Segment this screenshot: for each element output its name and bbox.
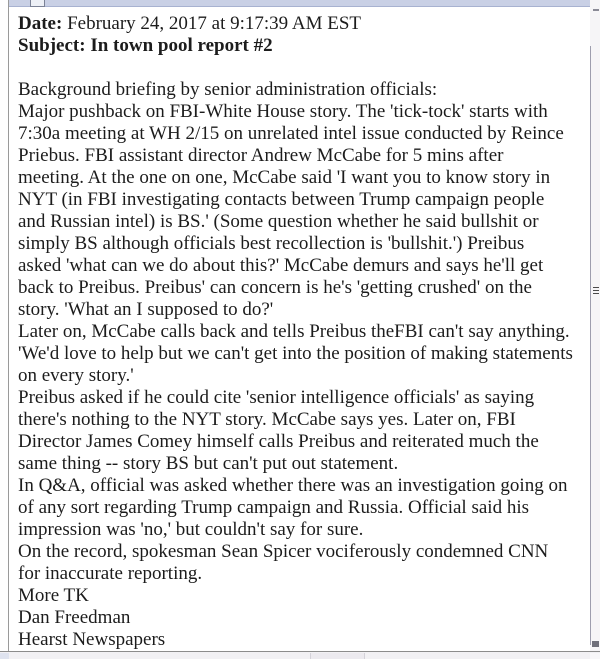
subject-value: In town pool report #2 [85,35,273,56]
scrollbar-grip-icon[interactable] [593,287,599,298]
body-line: and Russian intel) is BS.' (Some question whether he said bullshit or [18,211,539,232]
body-line: 7:30a meeting at WH 2/15 on unrelated intel issue conducted by Reince [18,123,564,144]
subject-row [18,35,592,57]
body-line: impression was 'no,' but couldn't say for sure. [18,519,364,540]
body-line: Preibus asked if he could cite 'senior intelligence officials' as saying [18,387,535,408]
toolbar-edge [9,0,597,7]
body-line: back to Preibus. Preibus' can concern is he's 'getting crushed' on the [18,277,532,298]
body-line: simply BS although officials best recollection is 'bullshit.') Preibus [18,233,525,254]
body-line: In Q&A, official was asked whether there was an investigation going on [18,475,568,496]
subject-label: Subject: [18,35,86,56]
body-line: on every story.' [18,365,134,386]
body-line: On the record, spokesman Sean Spicer vociferously condemned CNN [18,541,549,562]
body-line: of any sort regarding Trump campaign and Russia. Official said his [18,497,529,518]
email-content [9,7,592,652]
partial-checkbox[interactable] [30,0,45,7]
body-line: Dan Freedman [18,607,131,628]
date-row [18,13,592,35]
vertical-scrollbar[interactable] [590,0,600,652]
vertical-scroll-track-edge [590,46,591,645]
scroll-down-arrow-partial-icon[interactable] [592,641,599,647]
scrollbar-right-corner [590,653,600,659]
body-line: More TK [18,585,89,606]
date-label: Date: [18,13,63,34]
horizontal-scrollbar[interactable] [0,651,600,659]
body-line: story. 'What an I supposed to do?' [18,299,274,320]
horizontal-scroll-thumb[interactable] [310,653,365,659]
body-line: 'We'd love to help but we can't get into the position of making statements [18,343,573,364]
body-line: Background briefing by senior administration officials: [18,79,438,100]
email-body [18,79,592,651]
body-line: Hearst Newspapers [18,629,166,650]
scrollbar-left-corner [0,653,9,659]
body-line: there's nothing to the NYT story. McCabe says yes. Later on, FBI [18,409,516,430]
body-line: Later on, McCabe calls back and tells Preibus theFBI can't say anything. [18,321,570,342]
body-line: NYT (in FBI investigating contacts between Trump campaign people [18,189,545,210]
body-line: Priebus. FBI assistant director Andrew McCabe for 5 mins after [18,145,504,166]
body-line: Director James Comey himself calls Preibus and reiterated much the [18,431,539,452]
body-line: Major pushback on FBI-White House story. The 'tick-tock' starts with [18,101,548,122]
body-line: for inaccurate reporting. [18,563,203,584]
body-line: asked 'what can we do about this?' McCabe demurs and says he'll get [18,255,544,276]
body-line: same thing -- story BS but can't put out statement. [18,453,399,474]
body-line: meeting. At the one on one, McCabe said 'I want you to know story in [18,167,551,188]
date-value: February 24, 2017 at 9:17:39 AM EST [62,13,362,34]
scroll-up-arrow-partial-icon[interactable] [593,9,599,11]
